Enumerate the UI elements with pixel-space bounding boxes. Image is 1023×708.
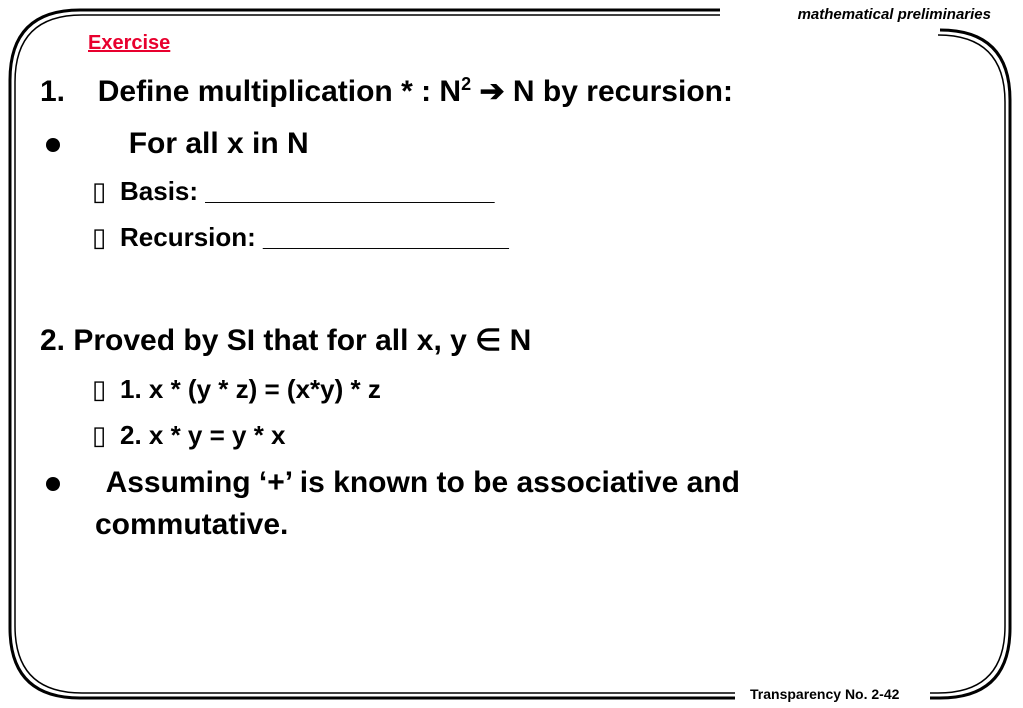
footer-label: Transparency No. 2-42 — [750, 686, 900, 702]
bullet-1 — [46, 127, 309, 161]
exercise-heading: Exercise — [88, 32, 171, 54]
sub-item-text: 1. x * (y * z) = (x*y) * z — [120, 374, 381, 404]
arrow-icon: ➔ — [479, 75, 505, 108]
sub-item-text: Basis: ____________________ — [120, 176, 495, 206]
bullet-2-line-2: commutative. — [95, 508, 289, 541]
sub-bullet-icon: ▯ — [92, 420, 107, 450]
sub-item-text: 2. x * y = y * x — [120, 420, 286, 450]
sub-item-recursion — [92, 222, 509, 253]
bullet-dot-icon — [46, 138, 60, 152]
bullet-2 — [46, 466, 740, 500]
item-1 — [40, 74, 733, 109]
bullet-2-line-1: Assuming ‘+’ is known to be associative and — [105, 466, 740, 499]
item-1-text: Define multiplication * : N — [97, 75, 462, 108]
sub-item-associativity — [92, 374, 381, 405]
bullet-dot-icon — [46, 477, 60, 491]
bullet-2-continuation — [95, 508, 288, 542]
sub-item-text: Recursion: _________________ — [120, 222, 509, 252]
sub-bullet-icon: ▯ — [92, 374, 107, 404]
header-title: mathematical preliminaries — [797, 6, 991, 23]
sub-bullet-icon: ▯ — [92, 176, 107, 206]
sub-bullet-icon: ▯ — [92, 222, 107, 252]
sub-item-commutativity — [92, 420, 286, 451]
item-1-sup: 2 — [461, 74, 472, 94]
bullet-1-text: For all x in N — [128, 127, 309, 160]
item-1-text-after: N by recursion: — [512, 75, 733, 108]
item-2-text: 2. Proved by SI that for all x, y ∈ N — [40, 324, 532, 357]
item-1-number: 1. — [40, 75, 66, 108]
item-2 — [40, 323, 531, 358]
sub-item-basis — [92, 176, 494, 207]
